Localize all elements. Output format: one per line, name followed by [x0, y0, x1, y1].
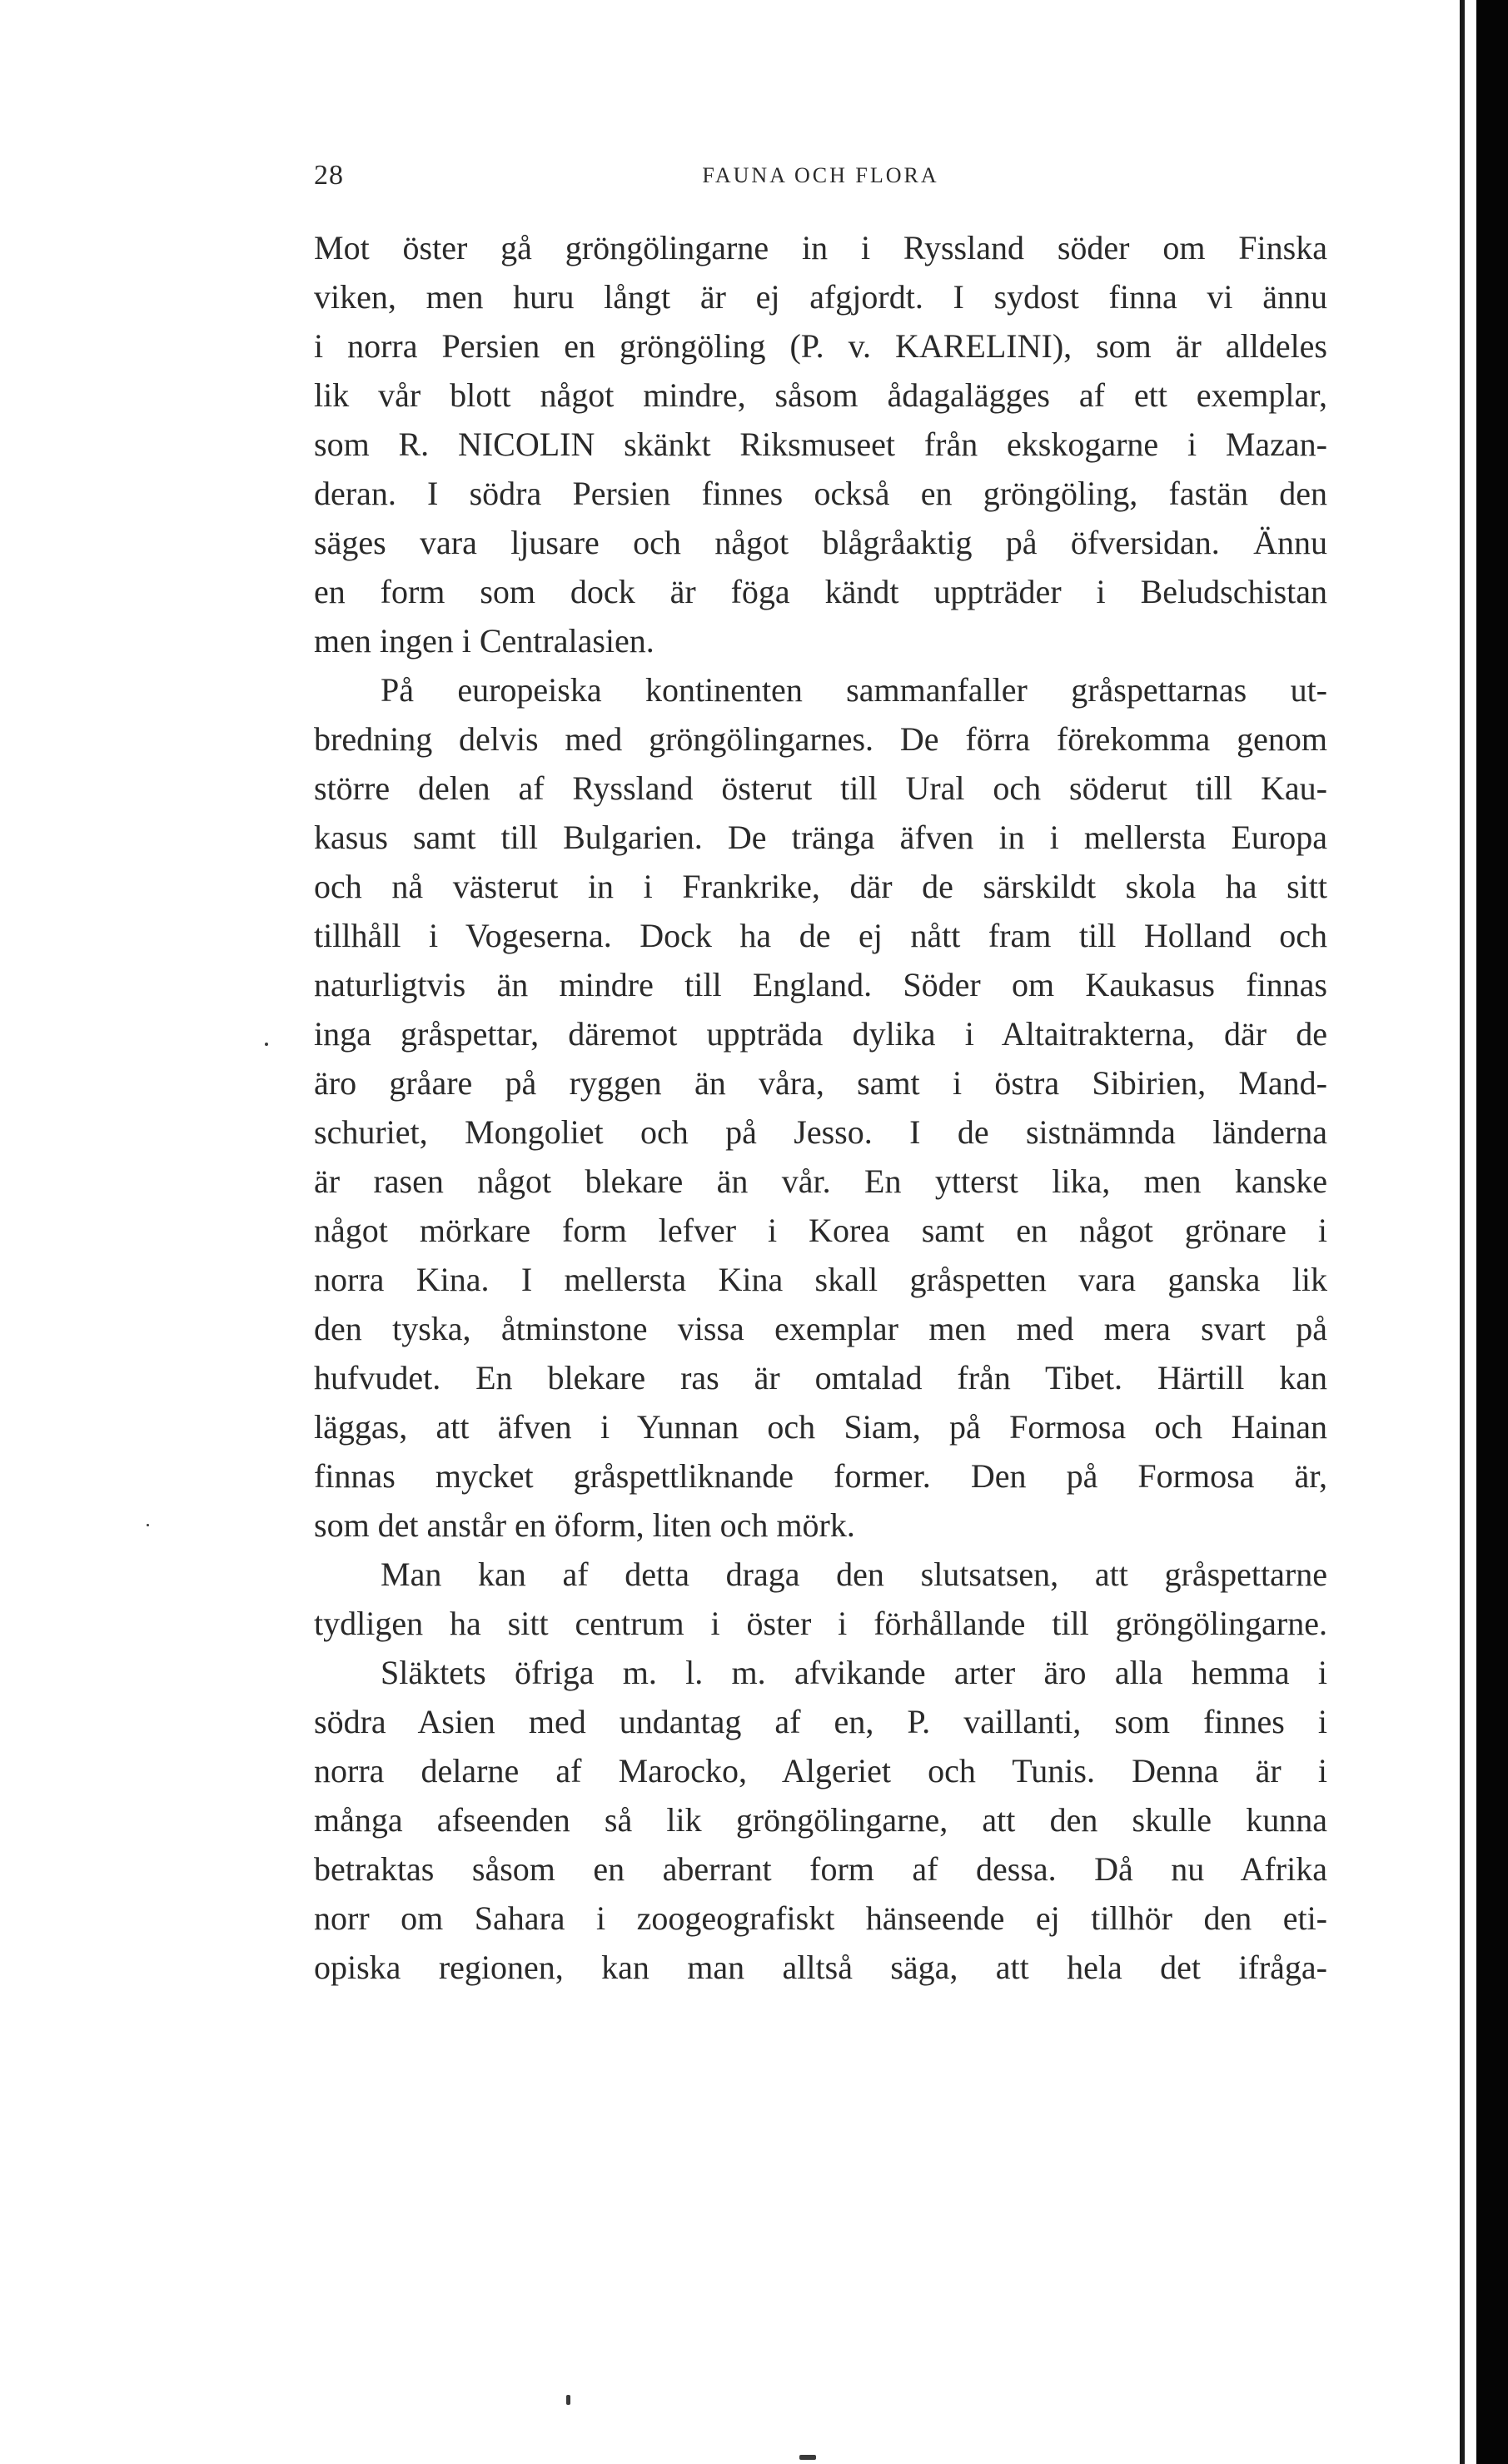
text-line: äro gråare på ryggen än våra, samt i östra Sibirien, Mand-	[314, 1064, 1327, 1102]
scan-edge-gap	[1465, 0, 1476, 2464]
text-line: norr om Sahara i zoogeografiskt hänseende ej tillhör den eti-	[314, 1899, 1327, 1937]
text-line: i norra Persien en gröngöling (P. v. KARELINI), som är alldeles	[314, 327, 1327, 365]
scan-speck	[566, 2395, 570, 2405]
text-line: inga gråspettar, däremot uppträda dylika i Altaitrakterna, där de	[314, 1015, 1327, 1053]
text-line: viken, men huru långt är ej afgjordt. I sydost finna vi ännu	[314, 278, 1327, 316]
text-line: en form som dock är föga kändt uppträder i Beludschistan	[314, 573, 1327, 610]
text-line: bredning delvis med gröngölingarnes. De förra förekomma genom	[314, 720, 1327, 758]
text-line: tydligen ha sitt centrum i öster i förhållande till gröngölingarne.	[314, 1605, 1327, 1642]
text-line: många afseenden så lik gröngölingarne, att den skulle kunna	[314, 1801, 1327, 1839]
text-line: finnas mycket gråspettliknande former. Den på Formosa är,	[314, 1457, 1327, 1495]
text-line: norra delarne af Marocko, Algeriet och Tunis. Denna är i	[314, 1752, 1327, 1790]
text-line: tillhåll i Vogeserna. Dock ha de ej nått fram till Holland och	[314, 917, 1327, 954]
scan-speck	[265, 1043, 268, 1046]
text-line: schuriet, Mongoliet och på Jesso. I de sistnämnda länderna	[314, 1113, 1327, 1151]
text-line: läggas, att äfven i Yunnan och Siam, på Formosa och Hainan	[314, 1408, 1327, 1446]
text-line: På europeiska kontinenten sammanfaller gråspettarnas ut-	[381, 671, 1327, 709]
running-title: FAUNA OCH FLORA	[702, 163, 939, 187]
text-line: naturligtvis än mindre till England. Söder om Kaukasus finnas	[314, 966, 1327, 1003]
text-line: är rasen något blekare än vår. En ytterst lika, men kanske	[314, 1162, 1327, 1200]
text-line: kasus samt till Bulgarien. De tränga äfven in i mellersta Europa	[314, 819, 1327, 856]
text-line: Släktets öfriga m. l. m. afvikande arter äro alla hemma i	[381, 1654, 1327, 1691]
text-line: och nå västerut in i Frankrike, där de särskildt skola ha sitt	[314, 868, 1327, 905]
body-text	[314, 223, 1327, 1992]
scan-speck	[147, 1524, 149, 1526]
page-number: 28	[314, 160, 344, 191]
running-head	[314, 160, 1327, 202]
text-line: större delen af Ryssland österut till Ural och söderut till Kau-	[314, 769, 1327, 807]
text-line: deran. I södra Persien finnes också en gröngöling, fastän den	[314, 475, 1327, 512]
text-line: norra Kina. I mellersta Kina skall gråspetten vara ganska lik	[314, 1261, 1327, 1298]
text-line: den tyska, åtminstone vissa exemplar men med mera svart på	[314, 1310, 1327, 1347]
text-line: opiska regionen, kan man alltså säga, att hela det ifråga-	[314, 1949, 1327, 1986]
text-line: lik vår blott något mindre, såsom ådagalägges af ett exemplar,	[314, 376, 1327, 414]
text-line: säges vara ljusare och något blågråaktig på öfversidan. Ännu	[314, 524, 1327, 561]
text-line: men ingen i Centralasien.	[314, 622, 654, 660]
text-line: som det anstår en öform, liten och mörk.	[314, 1506, 855, 1544]
text-line: betraktas såsom en aberrant form af dessa. Då nu Afrika	[314, 1850, 1327, 1888]
text-line: södra Asien med undantag af en, P. vaillanti, som finnes i	[314, 1703, 1327, 1740]
scan-speck	[799, 2455, 816, 2460]
text-line: något mörkare form lefver i Korea samt en något grönare i	[314, 1212, 1327, 1249]
text-line: Man kan af detta draga den slutsatsen, att gråspettarne	[381, 1556, 1327, 1593]
scan-edge-bar	[1476, 0, 1508, 2464]
text-line: som R. NICOLIN skänkt Riksmuseet från ekskogarne i Mazan-	[314, 426, 1327, 463]
text-line: Mot öster gå gröngölingarne in i Ryssland söder om Finska	[314, 229, 1327, 266]
text-line: hufvudet. En blekare ras är omtalad från Tibet. Härtill kan	[314, 1359, 1327, 1396]
